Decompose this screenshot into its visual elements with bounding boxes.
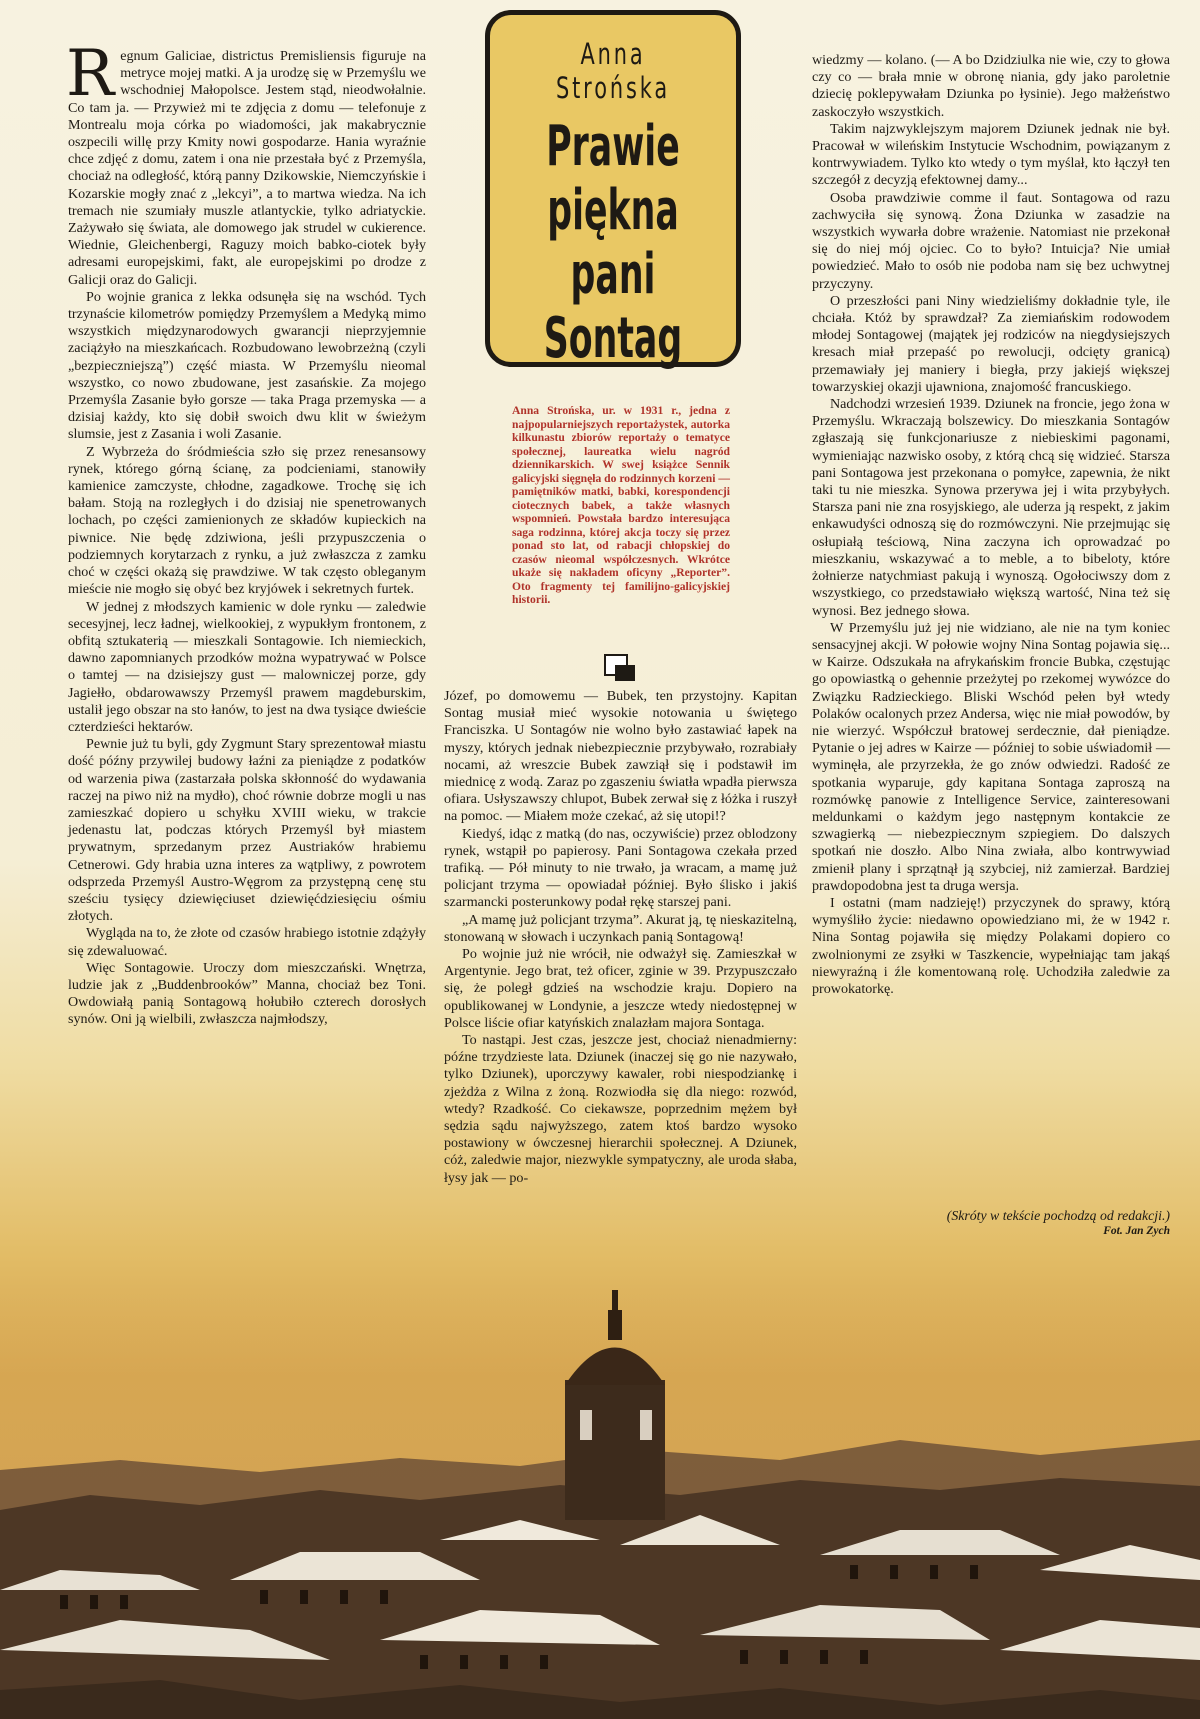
article-paragraph: Kiedyś, idąc z matką (do nas, oczywiście) przez oblodzony rynek, wstąpił po papierosy. Pani Sontagowa czekała przed trafiką. — Pół minuty to nie trwało, ja wracam, a mamę już policjant trzyma — opowiadał później. Było ślisko i jakiś szarmancki posterunkowy podał rękę starszej pani. — [444, 825, 797, 911]
title-box — [485, 10, 741, 371]
article-column-middle — [444, 688, 797, 1187]
article-paragraph: Józef, po domowemu — Bubek, ten przystojny. Kapitan Sontag musiał mieć wysokie notowania u świętego Franciszka. U Sontagów nie wolno było zastawiać łapek na myszy, których jednak niebezpiecznie przybywało, rozrabiały nocami, aż wreszcie Bubek zawziął się i podstawił im miednicę z wodą. Zaraz po zgaszeniu światła wpadła pierwsza ofiara. Usłyszawszy chlupot, Bubek zerwał się z łóżka i ruszył na pomoc. — Miałem może czekać, aż się utopi!? — [444, 688, 797, 825]
town-skyline-photo — [0, 1290, 1200, 1719]
author-bio: Anna Strońska, ur. w 1931 r., jedna z najpopularniejszych reportażystek, autorka kilkunastu zbiorów reportaży o tematyce społecznej, laureatka wielu nagród dziennikarskich. W swej książce Sennik galicyjski sięgnęła do rodzinnych korzeni — pamiętników matki, babki, korespondencji ciotecznych babek, a także własnych wspomnień. Powstała bardzo interesująca saga rodzinna, której akcja toczy się przez ponad sto lat, od rabacji chłopskiej do czasów nieomal współczesnych. Wkrótce ukaże się nakładem oficyny „Reporter”. Oto fragmenty tej familijno-galicyjskiej historii. — [512, 404, 730, 606]
article-paragraph: Wygląda na to, że złote od czasów hrabiego istotnie zdążyły się zdewaluować. — [68, 925, 426, 959]
article-paragraph: W jednej z młodszych kamienic w dole rynku — zaledwie secesyjnej, lecz ładnej, wielkookiej, z wypukłym frontonem, z obfitą sztukaterią — mieszkali Sontagowie. Ich niemieckich, dawno zapomnianych przodków można wypatrywać w Polsce o tamtej — na dzisiejszy gust — malowniczej porze, gdy Jagiełło, obdarowawszy Przemyśl prawem magdeburskim, ustalił jego obszar na sto łanów, to jest na dwa tysiące dwieście czterdzieści hektarów. — [68, 598, 426, 735]
article-paragraph: Osoba prawdziwie comme il faut. Sontagowa od razu zachwyciła się synową. Żona Dziunka w zasadzie na wszystkich wywarła dobre wrażenie. Natomiast nie przekonał się do niej mój ojciec. Co to było? Intuicja? Nie umiał powiedzieć. Mało to osób nie podoba nam się bez uchwytnej przyczyny. — [812, 189, 1170, 292]
article-paragraph: Regnum Galiciae, districtus Premisliensis figuruje na metryce mojej matki. A ja urodzę się w Przemyślu we wschodniej Małopolsce. Jestem stąd, nieodwołalnie. Co tam ja. — Przywież mi te zdjęcia z domu — telefonuje z Montrealu moja córka po wiadomości, jak makabrycznie oszpecili willę przy Kmity nowi gospodarze. Hania wyraźnie chce zdjęć z domu, zatem i ona nie przestała być z Przemyśla, chociaż na odległość, którą panny Dzikowskie, Niemczyńskie i Kozarskie mogły znać z „lekcyi”, a to martwa wiedza. Na ich tremach nie szumiały muszle atlantyckie, tylko adriatyckie. Zażywało się świata, ale domowego jak strudel w cukierence. Wiednie, Gleichenbergi, Raguzy moich babko-ciotek były adresami europejskimi, fakt, ale europejskimi po drodze z Galicji oraz do Galicji. — [66, 37, 426, 288]
article-paragraph: W Przemyślu już jej nie widziano, ale nie na tym koniec sensacyjnej akcji. W połowie wojny Nina Sontag pojawia się... w Kairze. Odszukała na afrykańskim froncie Bubka, częstując go opowiastką o gehennie przeżytej po rzekomej wywózce do Związku Radzieckiego. Bliski Wschód pełen był wtedy Polaków ocalonych przez Andersa, więc nie miał powodów, by nie wierzyć. Współczuł bratowej serdecznie, dał pieniądze. Pytanie o jej adres w Kairze — później to sobie uświadomił — wyminęła, ale przyrzekła, że go znów odwiedzi. Radość ze spotkania wyparuje, gdy kapitana Sontaga zaproszą na rozmówkę panowie z Intelligence Service, zainteresowani meldunkami o każdym jego następnym kontakcie ze szwagierką — niebezpiecznym szpiegiem. Do dalszych spotkań nie doszło. Albo Nina zwiała, albo kontrwywiad zmienił plany i sprzątnął ją szybciej, niż zamierzał. Bardziej prawdopodobna jest ta druga wersja. — [812, 619, 1170, 894]
section-marker-icon — [603, 653, 637, 683]
article-paragraph: Takim najzwyklejszym majorem Dziunek jednak nie był. Pracował w wileńskim Instytucie Wschodnim, powiązanym z kontrwywiadem. Tylko kto wtedy o tym myślał, kto łączył ten szczegół z decyzją efektownej damy... — [812, 120, 1170, 189]
article-paragraph: Więc Sontagowie. Uroczy dom mieszczański. Wnętrza, ludzie jak z „Buddenbrooków” Manna, chociaż bez Toni. Owdowiałą panią Sontagową hołubiło czterech dorosłych synów. Oni ją wielbili, zwłaszcza najmłodszy, — [68, 959, 426, 1028]
author-first-name: Anna — [580, 37, 646, 71]
article-paragraph: Po wojnie granica z lekka odsunęła się na wschód. Tych trzynaście kilometrów pomiędzy Przemyślem a Medyką mimo wszystkich międzynarodowych gwarancji nieprzyjemnie zaciążyło na mieszkańcach. Rozbudowano lewobrzeżną (czyli „bezpieczniejszą”) część miasta. W Przemyślu nieomal wszystko, co nowo zbudowane, jest zasańskie. Za mojego Przemyśla Zasanie było gorsze — taka Praga przemyska — a dzisiaj każdy, kto się dobił swoich dwu klit w świeżym slumsie, jest z Zasania i woli Zasanie. — [68, 288, 426, 443]
author-last-name: Strońska — [555, 71, 671, 105]
title-line: pani — [570, 242, 656, 307]
drop-cap: R — [66, 37, 115, 111]
article-paragraph: Pewnie już tu byli, gdy Zygmunt Stary sprezentował miastu dość późny przywilej budowy łaźni za pieniądze z podatków od warzenia piwa (zastarzała polska skłonność do wydawania raczej na piwo niż na mydło), choć równie dobrze mogli u nas zamieszkać dopiero u schyłku XVIII wieku, w trakcie jedenastu lat, podczas których Przemyśl był miastem prywatnym, sprzedanym przez Austriaków hrabiemu Cetnerowi. Gdy hrabia uzna interes za wątpliwy, z powrotem odsprzeda Przemyśl Austro-Węgrom za przystępną cenę stu sześciu tysięcy dziewięciuset dziewięćdziesięciu ośmiu złotych. — [68, 736, 426, 925]
article-paragraph: To nastąpi. Jest czas, jeszcze jest, chociaż nienadmierny: późne trzydzieste lata. Dziunek (inaczej się go nie nazywało, tylko Dziunek), uporczywy kawaler, robi niespodziankę i zjeżdża z Wilna z żoną. Rozwiodła się dla niego: rozwód, wtedy? Rzadkość. Co ciekawsze, poprzednim mężem był sędzia sądu najwyższego, zatem ktoś bardzo wysoko postawiony w ówczesnej hierarchii społecznej. A Dziunek, cóż, zaledwie major, niezwykle sympatyczny, ale uroda słaba, łysy jak — po- — [444, 1032, 797, 1186]
credits — [812, 1208, 1170, 1237]
article-paragraph: Nadchodzi wrzesień 1939. Dziunek na froncie, jego żona w Przemyślu. Wkraczają bolszewicy. Do mieszkania Sontagów zgłaszają się funkcjonariusze z niebieskimi pagonami, wymieniając nazwisko osoby, z którą chcą się widzieć. Starsza pani Sontagowa jest przekonana o pomyłce, zapewnia, że nikt taki tu nie mieszka. Synowa przerywa jej i wita przybyłych. Starsza pani nie zna rosyjskiego, ale uderza ją respekt, z jakim enkawudyści odnoszą się do rozmówczyni. Nie przejmując się osłupiałą teściową, Nina zaczyna ich oprowadzać po mieszkaniu, wskazywać a to meble, a to bibeloty, które żołnierze natychmiast pakują i wynoszą. Ogołociwszy dom z wszystkiego, co przedstawiało większą wartość, Nina też się wynosi. Bez jednego słowa. — [812, 396, 1170, 619]
article-paragraph: I ostatni (mam nadzieję!) przyczynek do sprawy, którą wymyśliło życie: niedawno opowiedziano mi, że w 1942 r. Nina Sontag pojawiła się między Polakami dopiero co zwolnionymi ze zsyłki w Taszkencie, wypełniając tam jakąś niewyraźną i źle komentowaną rolę. Uchodziła zaledwie za prowokatorkę. — [812, 894, 1170, 997]
article-title — [537, 115, 690, 371]
article-paragraph: Z Wybrzeża do śródmieścia szło się przez renesansowy rynek, którego górną ścianę, za podcieniami, stanowiły kamienice zamczyste, chłodne, zagadkowe. Trochę się ich bałam. Stoją na rozległych i do dzisiaj nie spenetrowanych lochach, po części zamienionych ze składów kupieckich na piwnice. Nie będę zdziwiona, jeśli przypuszczenia o podziemnych korytarzach z rynku, a już zwłaszcza z zamku choć w części okażą się prawdziwe. W tak często obleganym mieście nie mogło się obyć bez kryjówek i sekretnych furtek. — [68, 443, 426, 598]
title-line: Prawie — [546, 114, 680, 179]
article-paragraph: Po wojnie już nie wrócił, nie odważył się. Zamieszkał w Argentynie. Jego brat, też oficer, zginie w 39. Przypuszczało się, że poległ gdzieś na wschodzie kraju. Dopiero na opublikowanej w Londynie, a jeszcze wtedy niedostępnej w Polsce liście ofiar katyńskich znalazłam majora Sontaga. — [444, 946, 797, 1031]
photo-credit: Fot. Jan Zych — [1103, 1225, 1170, 1237]
author-name — [524, 37, 701, 105]
title-line: piękna — [547, 178, 679, 243]
article-paragraph: „A mamę już policjant trzyma”. Akurat ją, tę nieskazitelną, stonowaną w słowach i uczynkach panią Sontagową! — [444, 911, 797, 945]
editor-note: (Skróty w tekście pochodzą od redakcji.) — [946, 1208, 1170, 1223]
article-paragraph: O przeszłości pani Niny wiedzieliśmy dokładnie tyle, ile chciała. Któż by sprawdzał? Za ziemiańskim rodowodem młodej Sontagowej (majątek jej rodziców na niegdysiejszych kresach miał przepaść po rewolucji, odcięty granicą) przemawiały jej maniery i biegła, przy jakiejś większej towarzyskiej okazji ujawniona, znajomość francuskiego. — [812, 292, 1170, 395]
article-column-right — [812, 52, 1170, 998]
article-column-left — [66, 37, 426, 1029]
title-line: Sontag — [543, 306, 683, 371]
article-paragraph: wiedzmy — kolano. (— A bo Dzidziulka nie wie, czy to głowa czy co — brała mnie w obronę niania, gdy jako paroletnie dziecię poklepywałam Dziunka po łysinie). Jego małżeństwo zaskoczyło wszystkich. — [812, 52, 1170, 120]
